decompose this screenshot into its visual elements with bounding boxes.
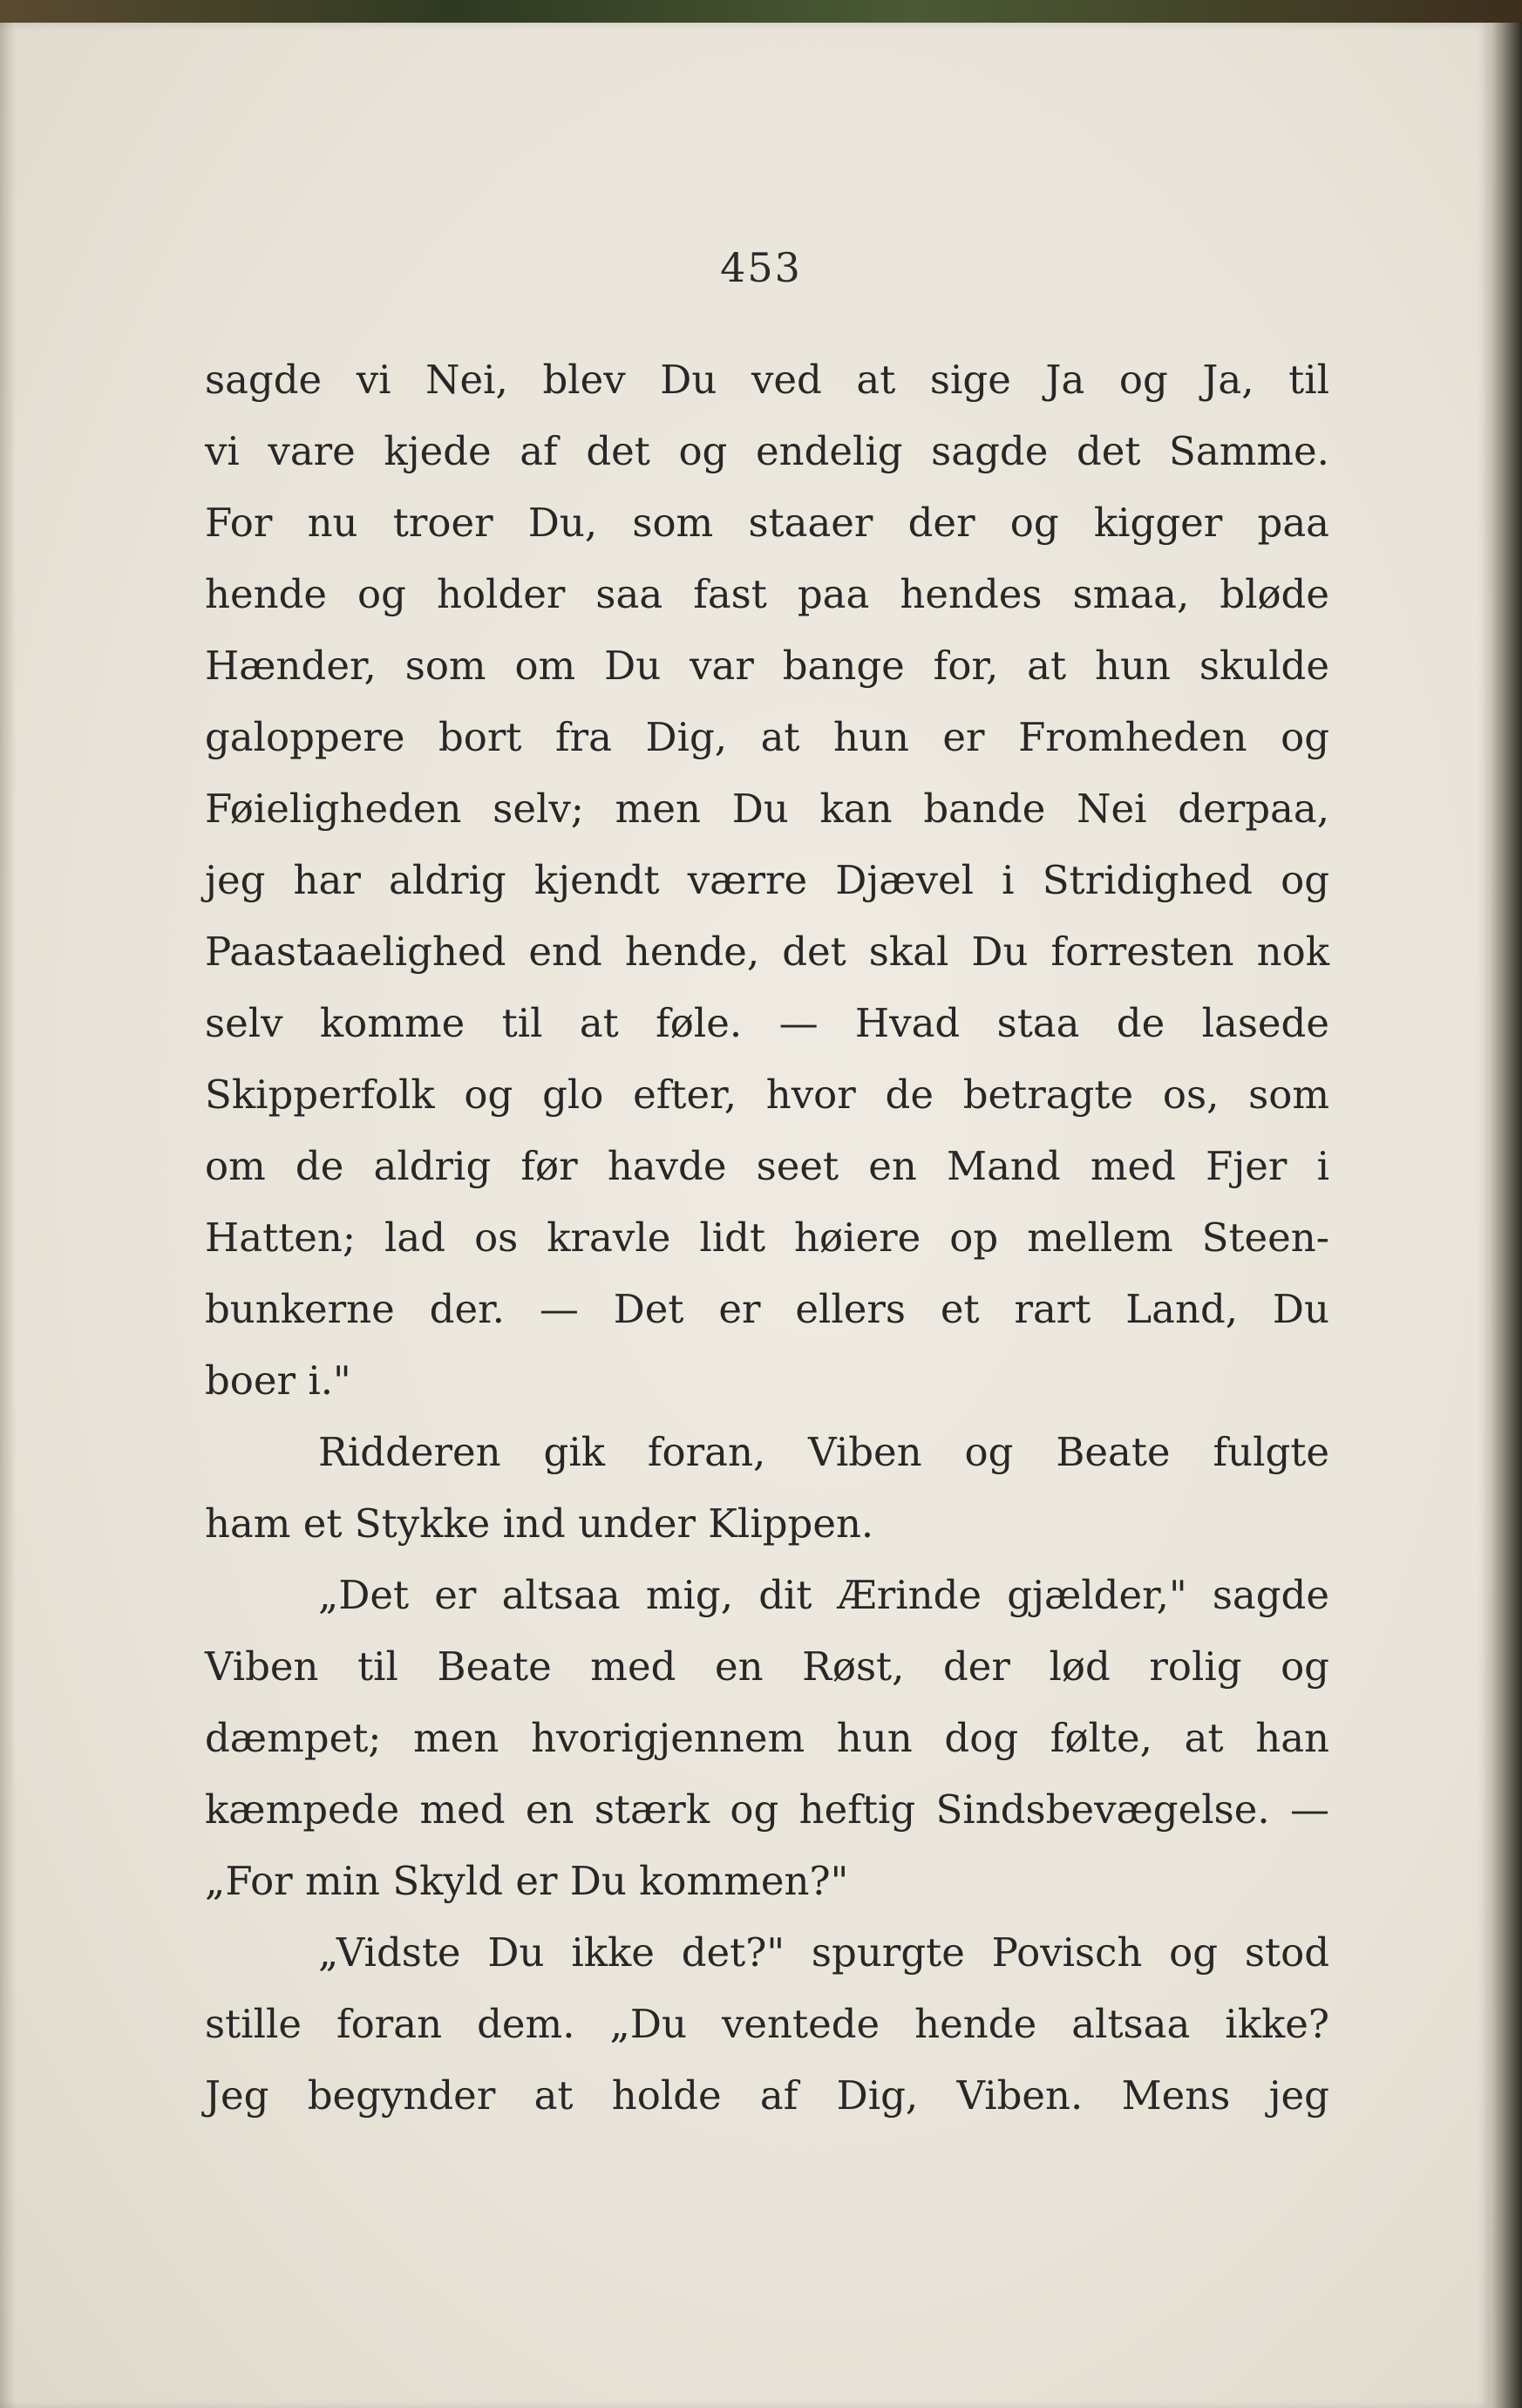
text-line: Viben til Beate med en Røst, der lød rolig og <box>205 1643 1329 1690</box>
text-line: „Vidste Du ikke det?" spurgte Povisch og stod <box>318 1929 1329 1976</box>
text-line: For nu troer Du, som staaer der og kigger paa <box>205 500 1329 546</box>
page-right-edge <box>1491 23 1522 2408</box>
text-line: dæmpet; men hvorigjennem hun dog følte, at han <box>205 1715 1329 1761</box>
text-line: Hænder, som om Du var bange for, at hun skulde <box>205 643 1329 689</box>
text-line: Føieligheden selv; men Du kan bande Nei derpaa, <box>205 786 1329 832</box>
text-line: kæmpede med en stærk og heftig Sindsbevægelse. — <box>205 1786 1329 1833</box>
text-line: sagde vi Nei, blev Du ved at sige Ja og Ja, til <box>205 357 1329 403</box>
page-gutter-shadow <box>0 23 16 2408</box>
text-line: Skipperfolk og glo efter, hvor de betragte os, som <box>205 1071 1329 1118</box>
text-line: om de aldrig før havde seet en Mand med Fjer i <box>205 1143 1329 1189</box>
text-line: hende og holder saa fast paa hendes smaa, bløde <box>205 571 1329 617</box>
text-line: galoppere bort fra Dig, at hun er Fromheden og <box>205 714 1329 760</box>
text-line: bunkerne der. — Det er ellers et rart Land, Du <box>205 1286 1329 1332</box>
text-line: Jeg begynder at holde af Dig, Viben. Mens jeg <box>205 2072 1329 2119</box>
text-line: vi vare kjede af det og endelig sagde det Samme. <box>205 428 1329 474</box>
text-line: Hatten; lad os kravle lidt høiere op mellem Steen- <box>205 1214 1329 1261</box>
text-line: ham et Stykke ind under Klippen. <box>205 1500 874 1547</box>
text-line: Ridderen gik foran, Viben og Beate fulgte <box>318 1429 1329 1475</box>
page-number: 453 <box>720 244 802 291</box>
text-line: „For min Skyld er Du kommen?" <box>205 1858 849 1904</box>
text-line: selv komme til at føle. — Hvad staa de lasede <box>205 1000 1329 1046</box>
text-line: stille foran dem. „Du ventede hende altsaa ikke? <box>205 2001 1329 2047</box>
text-line: Paastaaelighed end hende, det skal Du forresten nok <box>205 929 1329 975</box>
text-line: „Det er altsaa mig, dit Ærinde gjælder," sagde <box>318 1572 1329 1618</box>
text-line: jeg har aldrig kjendt værre Djævel i Stridighed og <box>205 857 1329 903</box>
text-line: boer i." <box>205 1357 351 1404</box>
body-text <box>205 344 1329 2132</box>
